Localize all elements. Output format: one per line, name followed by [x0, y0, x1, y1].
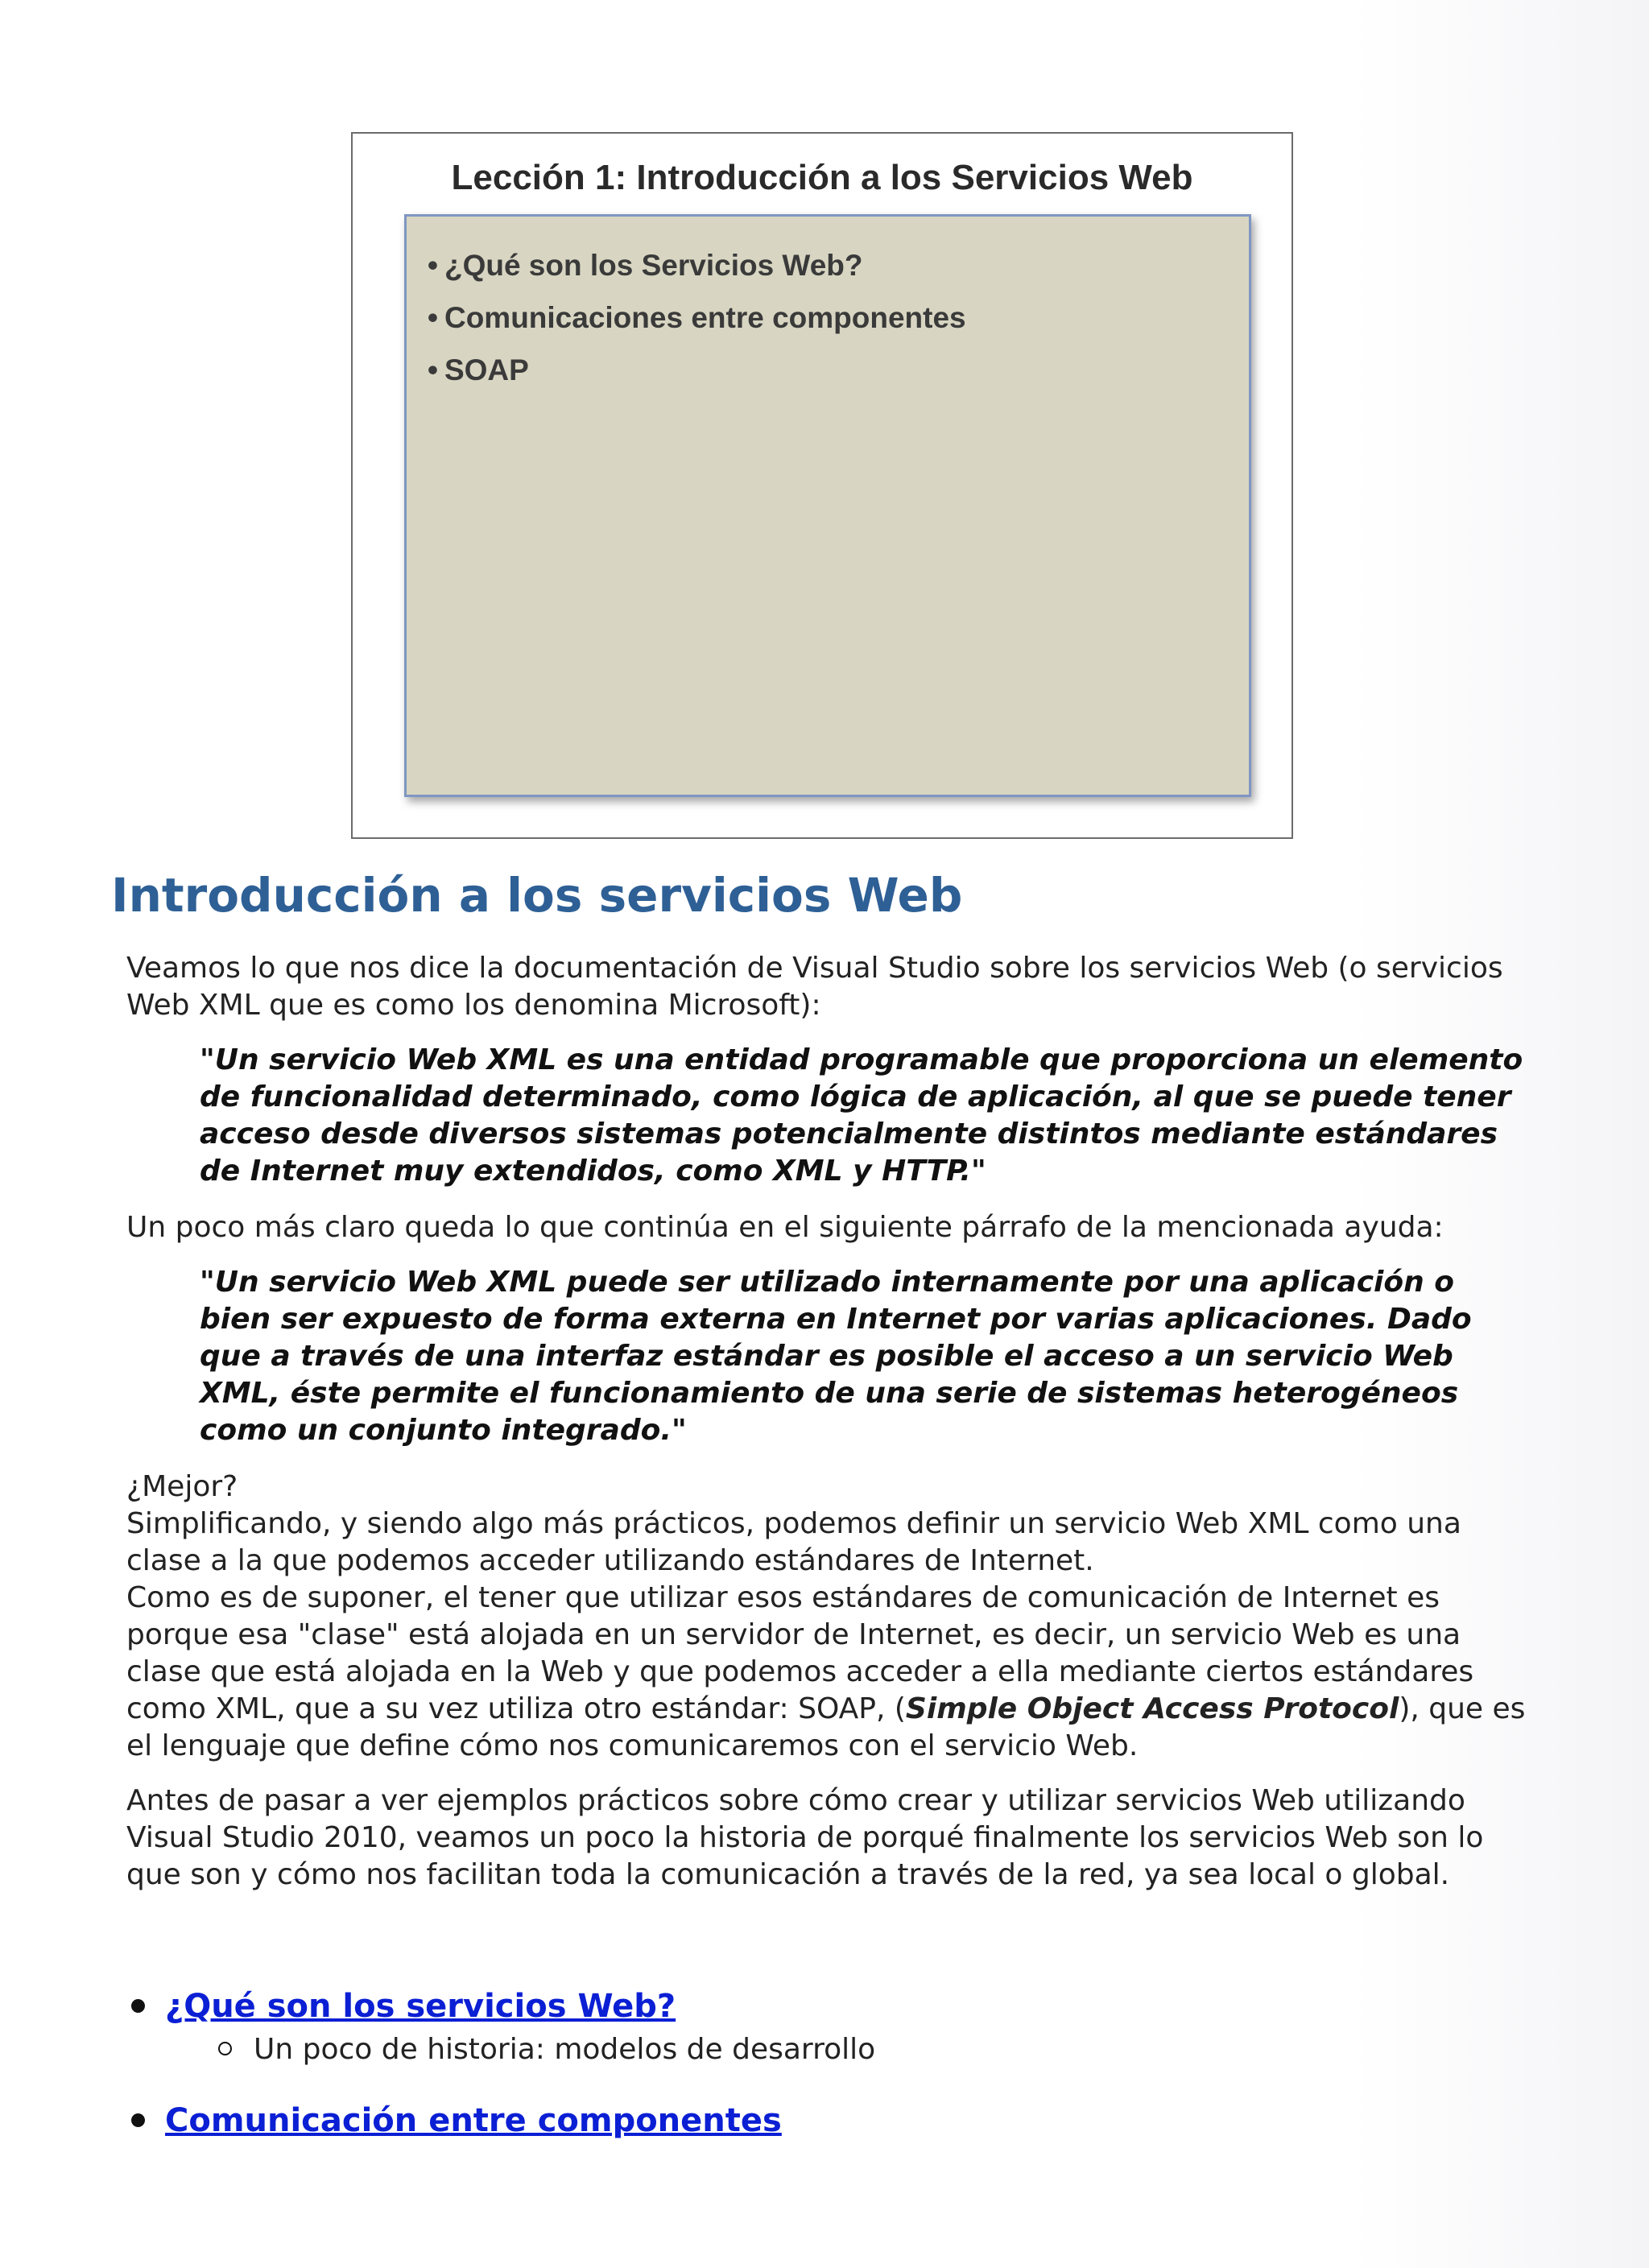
- quote-2: "Un servicio Web XML puede ser utilizado internamente por una aplicación o bien ser expuesto de forma externa en Internet por varias aplicaciones. Dado que a través de una interfaz estándar es posible el acceso a un servicio Web XML, éste permite el funcionamiento de una serie de sistemas heterogéneos como un conjunto integrado.": [200, 1266, 1472, 1447]
- soap-expansion: Simple Object Access Protocol: [905, 1692, 1399, 1725]
- toc-sublist: [165, 2028, 875, 2072]
- slide-title: Lección 1: Introducción a los Servicios Web: [451, 158, 1193, 197]
- toc-item-communication: [165, 2099, 875, 2142]
- better-line: ¿Mejor?: [126, 1470, 238, 1503]
- toc-item-what-are-web-services: [165, 1985, 875, 2072]
- suppose-paragraph: Como es de suponer, el tener que utilizar esos estándares de comunicación de Internet es porque esa "clase" está alojada en un servidor de Internet, es decir, un servicio Web es una clase que está alojada en la Web y que podemos acceder a ella mediante ciertos estándares como XML, que a su vez utiliza otro estándar: SOAP, (Simple Object Access Protocol), que es el lenguaje que define cómo nos comunicaremos con el servicio Web.: [126, 1581, 1526, 1762]
- circle-bullet-icon: [218, 2042, 232, 2055]
- lesson-slide-image: [351, 132, 1293, 839]
- lead-paragraph: Un poco más claro queda lo que continúa en el siguiente párrafo de la mencionada ayuda:: [126, 1211, 1444, 1244]
- slide-bullet-list: [407, 217, 1249, 396]
- toc-link-communication[interactable]: Comunicación entre componentes: [165, 2102, 782, 2139]
- slide-content-box: [404, 214, 1251, 797]
- quote-1: "Un servicio Web XML es una entidad programable que proporciona un elemento de funcionalidad determinado, como lógica de aplicación, al que se puede tener acceso desde diversos sistemas potencialmente distintos mediante estándares de Internet muy extendidos, como XML y HTTP.": [200, 1043, 1523, 1188]
- page-title: Introducción a los servicios Web: [111, 868, 963, 923]
- article-body: [126, 950, 1527, 1894]
- slide-bullet: • Comunicaciones entre componentes: [428, 301, 966, 334]
- bullet-icon: [131, 2113, 145, 2127]
- before-examples-paragraph: Antes de pasar a ver ejemplos prácticos sobre cómo crear y utilizar servicios Web utilizando Visual Studio 2010, veamos un poco la historia de porqué finalmente los servicios Web son lo que son y cómo nos facilitan toda la comunicación a través de la red, ya sea local o global.: [126, 1784, 1484, 1891]
- intro-paragraph: Veamos lo que nos dice la documentación de Visual Studio sobre los servicios Web (o servicios Web XML que es como los denomina Microsoft):: [126, 952, 1503, 1022]
- toc-link-what-are-web-services[interactable]: ¿Qué son los servicios Web?: [165, 1988, 676, 2025]
- bullet-icon: [131, 1999, 145, 2013]
- slide-bullet: • SOAP: [428, 353, 529, 386]
- toc-subitem-history: Un poco de historia: modelos de desarrollo: [254, 2028, 875, 2072]
- slide-bullet: • ¿Qué son los Servicios Web?: [428, 249, 863, 282]
- lesson-toc: [165, 1985, 875, 2142]
- simplify-paragraph: Simplificando, y siendo algo más prácticos, podemos definir un servicio Web XML como una clase a la que podemos acceder utilizando estándares de Internet.: [126, 1507, 1461, 1577]
